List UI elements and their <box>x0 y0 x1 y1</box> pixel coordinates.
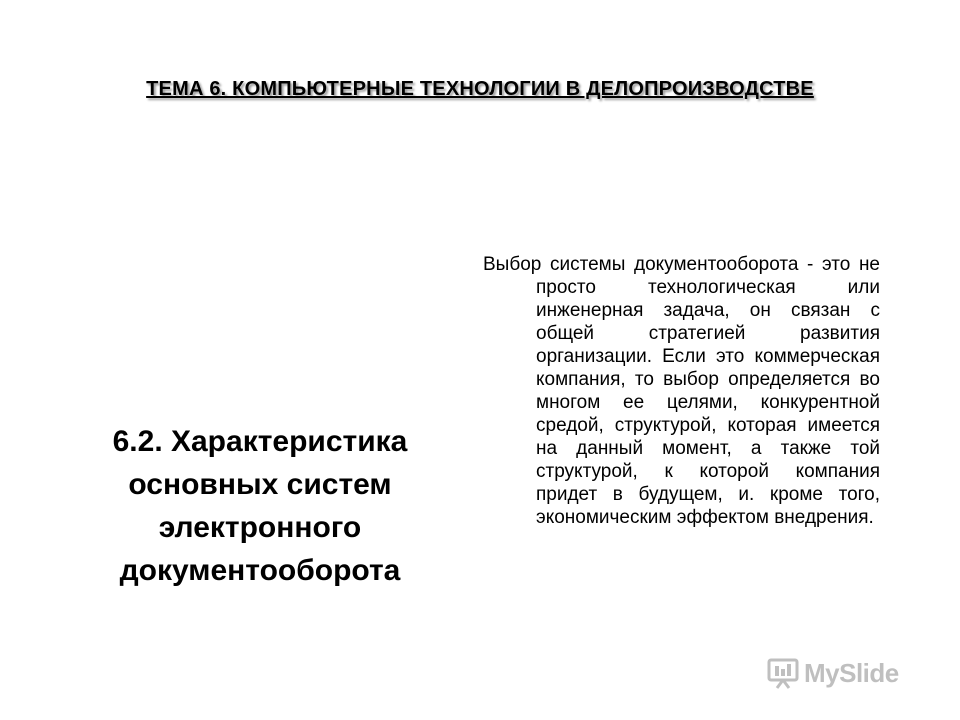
watermark-label: MySlide <box>804 657 899 688</box>
presentation-board-icon <box>766 656 800 690</box>
body-text-block <box>483 253 880 529</box>
slide-title: ТЕМА 6. КОМПЬЮТЕРНЫЕ ТЕХНОЛОГИИ В ДЕЛОПРОИЗВОДСТВЕ <box>146 78 814 100</box>
watermark-logo <box>766 656 899 690</box>
section-heading: 6.2. Характеристика основных систем электронного документооборота <box>112 425 408 587</box>
body-paragraph: Выбор системы документооборота - это не просто технологическая или инженерная задача, он связан с общей стратегией развития организации. Если это коммерческая компания, то выбор определяется во многом ее целями, конкурентной средой, структурой, которая имеется на данный момент, а также той структурой, к которой компания придет в будущем, и. кроме того, экономическим эффектом внедрения. <box>483 254 880 528</box>
